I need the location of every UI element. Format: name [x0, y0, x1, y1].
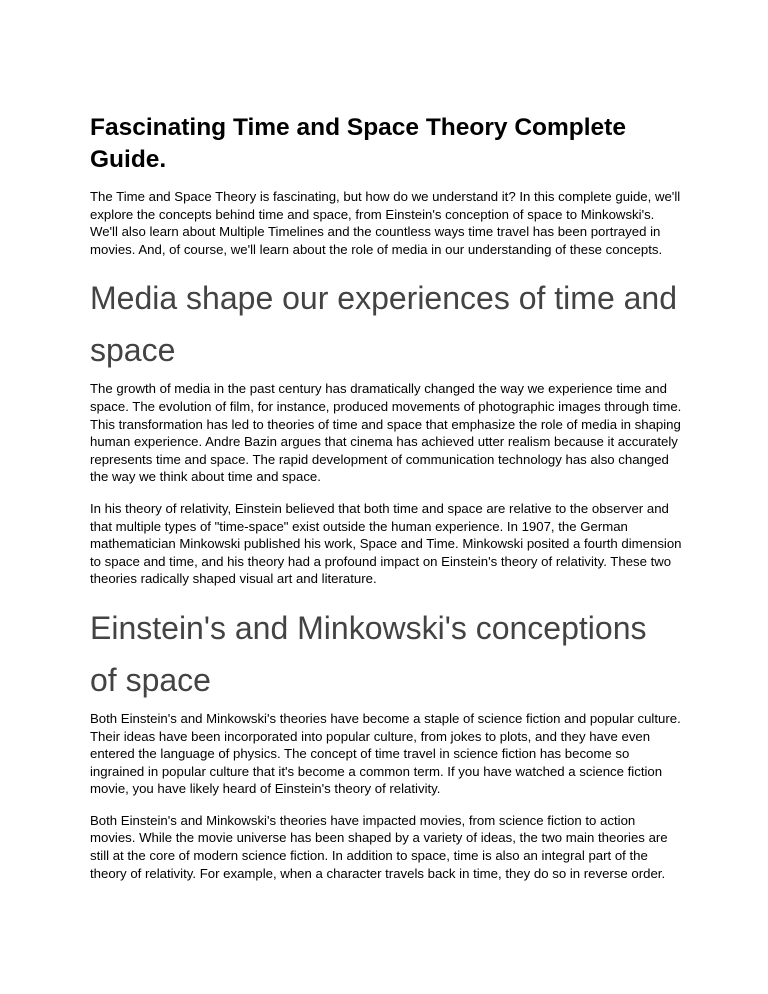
- section-conceptions: [90, 602, 682, 882]
- section-paragraph: In his theory of relativity, Einstein believed that both time and space are relative to the observer and that multiple types of "time-space" exist outside the human experience. In 1907, the German mathematician Minkowski published his work, Space and Time. Minkowski posited a fourth dimension to space and time, and his theory had a profound impact on Einstein's theory of relativity. These two theories radically shaped visual art and literature.: [90, 500, 682, 587]
- section-paragraph: Both Einstein's and Minkowski's theories have become a staple of science fiction and popular culture. Their ideas have been incorporated into popular culture, from jokes to plots, and they have even entered the language of physics. The concept of time travel in science fiction has become so ingrained in popular culture that it's become a common term. If you have watched a science fiction movie, you have likely heard of Einstein's theory of relativity.: [90, 710, 681, 797]
- page-title: Fascinating Time and Space Theory Complete Guide.: [90, 114, 626, 173]
- section-paragraph: The growth of media in the past century has dramatically changed the way we experience time and space. The evolution of film, for instance, produced movements of photographic images through time. This transformation has led to theories of time and space that emphasize the role of media in shaping human experience. Andre Bazin argues that cinema has achieved utter realism because it accurately represents time and space. The rapid development of communication technology has also changed the way we think about time and space.: [90, 381, 682, 485]
- section-media: [90, 272, 682, 588]
- intro-paragraph: The Time and Space Theory is fascinating, but how do we understand it? In this complete guide, we'll explore the concepts behind time and space, from Einstein's conception of space to Minkowski's. We'll also learn about Multiple Timelines and the countless ways time travel has been portrayed in movies. And, of course, we'll learn about the role of media in our understanding of these concepts.: [90, 189, 681, 257]
- section-paragraph: Both Einstein's and Minkowski's theories have impacted movies, from science fiction to action movies. While the movie universe has been shaped by a variety of ideas, the two main theories are still at the core of modern science fiction. In addition to space, time is also an integral part of the theory of relativity. For example, when a character travels back in time, they do so in reverse order.: [90, 812, 668, 881]
- section-heading: Einstein's and Minkowski's conceptions of space: [90, 609, 647, 698]
- document-page: [90, 112, 682, 896]
- section-heading: Media shape our experiences of time and space: [90, 280, 678, 369]
